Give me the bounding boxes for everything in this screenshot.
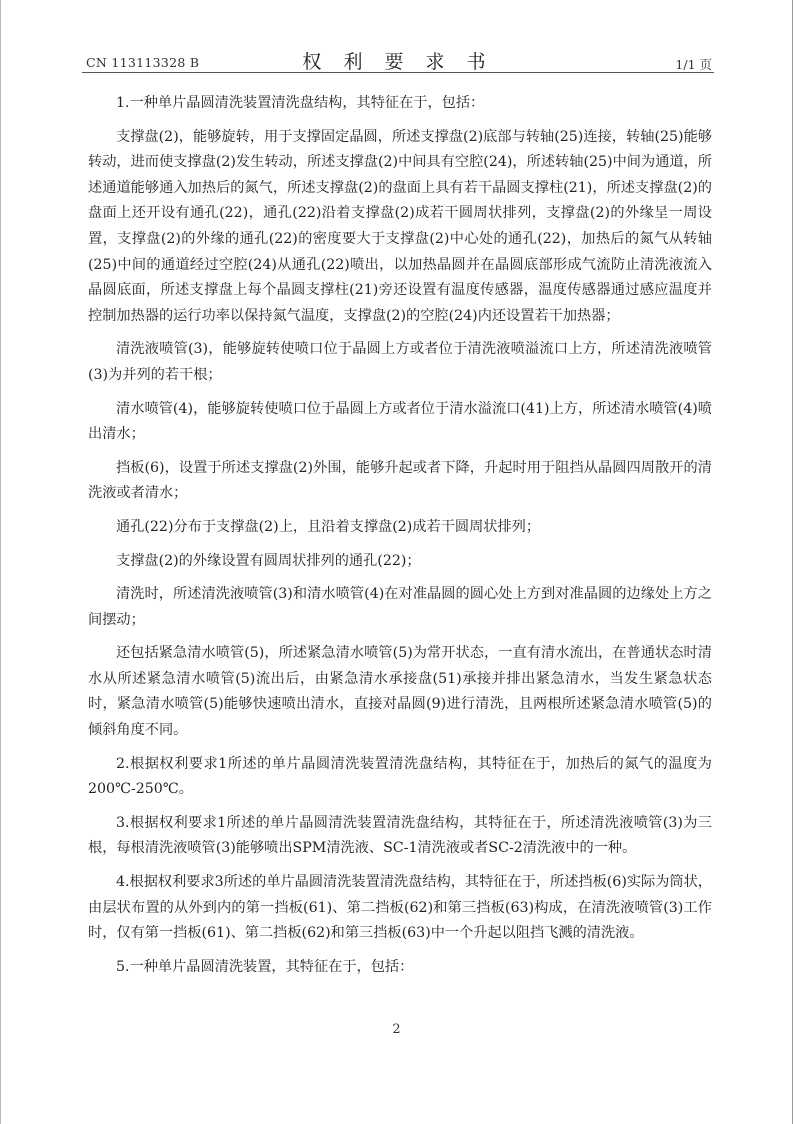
claim-1-water-nozzle: 清水喷管(4)，能够旋转使喷口位于晶圆上方或者位于清水溢流口(41)上方，所述清水喷管(4)喷出清水； — [88, 400, 712, 443]
claim-3: 3.根据权利要求1所述的单片晶圆清洗装置清洗盘结构，其特征在于，所述清洗液喷管(3)为三根，每根清洗液喷管(3)能够喷出SPM清洗液、SC-1清洗液或者SC-2清洗液中的一种。 — [88, 814, 712, 857]
page-left-edge — [0, 0, 1, 1124]
header-rule — [82, 72, 714, 73]
claim-1-outer-holes: 支撑盘(2)的外缘设置有圆周状排列的通孔(22)； — [116, 552, 421, 569]
claim-1-swing: 清洗时，所述清洗液喷管(3)和清水喷管(4)在对准晶圆的圆心处上方到对准晶圆的边缘处上方之间摆动； — [88, 586, 712, 628]
claim-1-cleaning-nozzle: 清洗液喷管(3)，能够旋转使喷口位于晶圆上方或者位于清洗液喷溢流口上方，所述清洗液喷管(3)为并列的若干根； — [88, 341, 712, 383]
claim-1-baffle: 挡板(6)，设置于所述支撑盘(2)外围，能够升起或者下降，升起时用于阻挡从晶圆四周散开的清洗液或者清水； — [88, 459, 712, 502]
claim-5-intro: 5.一种单片晶圆清洗装置，其特征在于，包括： — [116, 958, 414, 975]
page-number: 2 — [392, 1022, 401, 1037]
claim-4: 4.根据权利要求3所述的单片晶圆清洗装置清洗盘结构，其特征在于，所述挡板(6)实际为筒状，由层状布置的从外到内的第一挡板(61)、第二挡板(62)和第三挡板(63)构成，在清洗液喷管(3)工作时，仅有第一挡板(61)、第二挡板(62)和第三挡板(63)中一个升起以阻挡飞溅的清洗液。 — [88, 874, 712, 942]
publication-number: CN 113113328 B — [86, 55, 200, 70]
claims-body — [88, 89, 712, 988]
claim-1-support-disk: 支撑盘(2)，能够旋转，用于支撑固定晶圆，所述支撑盘(2)底部与转轴(25)连接，转轴(25)能够转动，进而使支撑盘(2)发生转动，所述支撑盘(2)中间具有空腔(24)，所述转轴(25)中间为通道，所述通道能够通入加热后的氮气，所述支撑盘(2)的盘面上具有若干晶圆支撑柱(21)，所述支撑盘(2)的盘面上还开设有通孔(22)，通孔(22)沿着支撑盘(2)成若干圆周状排列，支撑盘(2)的外缘呈一周设置，支撑盘(2)的外缘的通孔(22)的密度要大于支撑盘(2)中心处的通孔(22)，加热后的氮气从转轴(25)中间的通道经过空腔(24)从通孔(22)喷出，以加热晶圆并在晶圆底部形成气流防止清洗液流入晶圆底面，所述支撑盘上每个晶圆支撑柱(21)旁还设置有温度传感器，温度传感器通过感应温度并控制加热器的运行功率以保持氮气温度，支撑盘(2)的空腔(24)内还设置若干加热器； — [88, 128, 712, 324]
claim-1-emergency-nozzle: 还包括紧急清水喷管(5)，所述紧急清水喷管(5)为常开状态，一直有清水流出，在普通状态时清水从所述紧急清水喷管(5)流出后，由紧急清水承接盘(51)承接并排出紧急清水，当发生紧急状态时，紧急清水喷管(5)能够快速喷出清水，直接对晶圆(9)进行清洗，且两根所述紧急清水喷管(5)的倾斜角度不同。 — [88, 645, 712, 739]
claim-2: 2.根据权利要求1所述的单片晶圆清洗装置清洗盘结构，其特征在于，加热后的氮气的温度为200℃-250℃。 — [88, 755, 712, 798]
page-header — [82, 42, 714, 78]
page-info: 1/1 页 — [675, 57, 712, 72]
claim-1-intro: 1.一种单片晶圆清洗装置清洗盘结构，其特征在于，包括： — [116, 95, 485, 111]
claim-1-through-holes: 通孔(22)分布于支撑盘(2)上，且沿着支撑盘(2)成若干圆周状排列； — [116, 518, 541, 535]
document-title: 权 利 要 求 书 — [302, 51, 494, 73]
